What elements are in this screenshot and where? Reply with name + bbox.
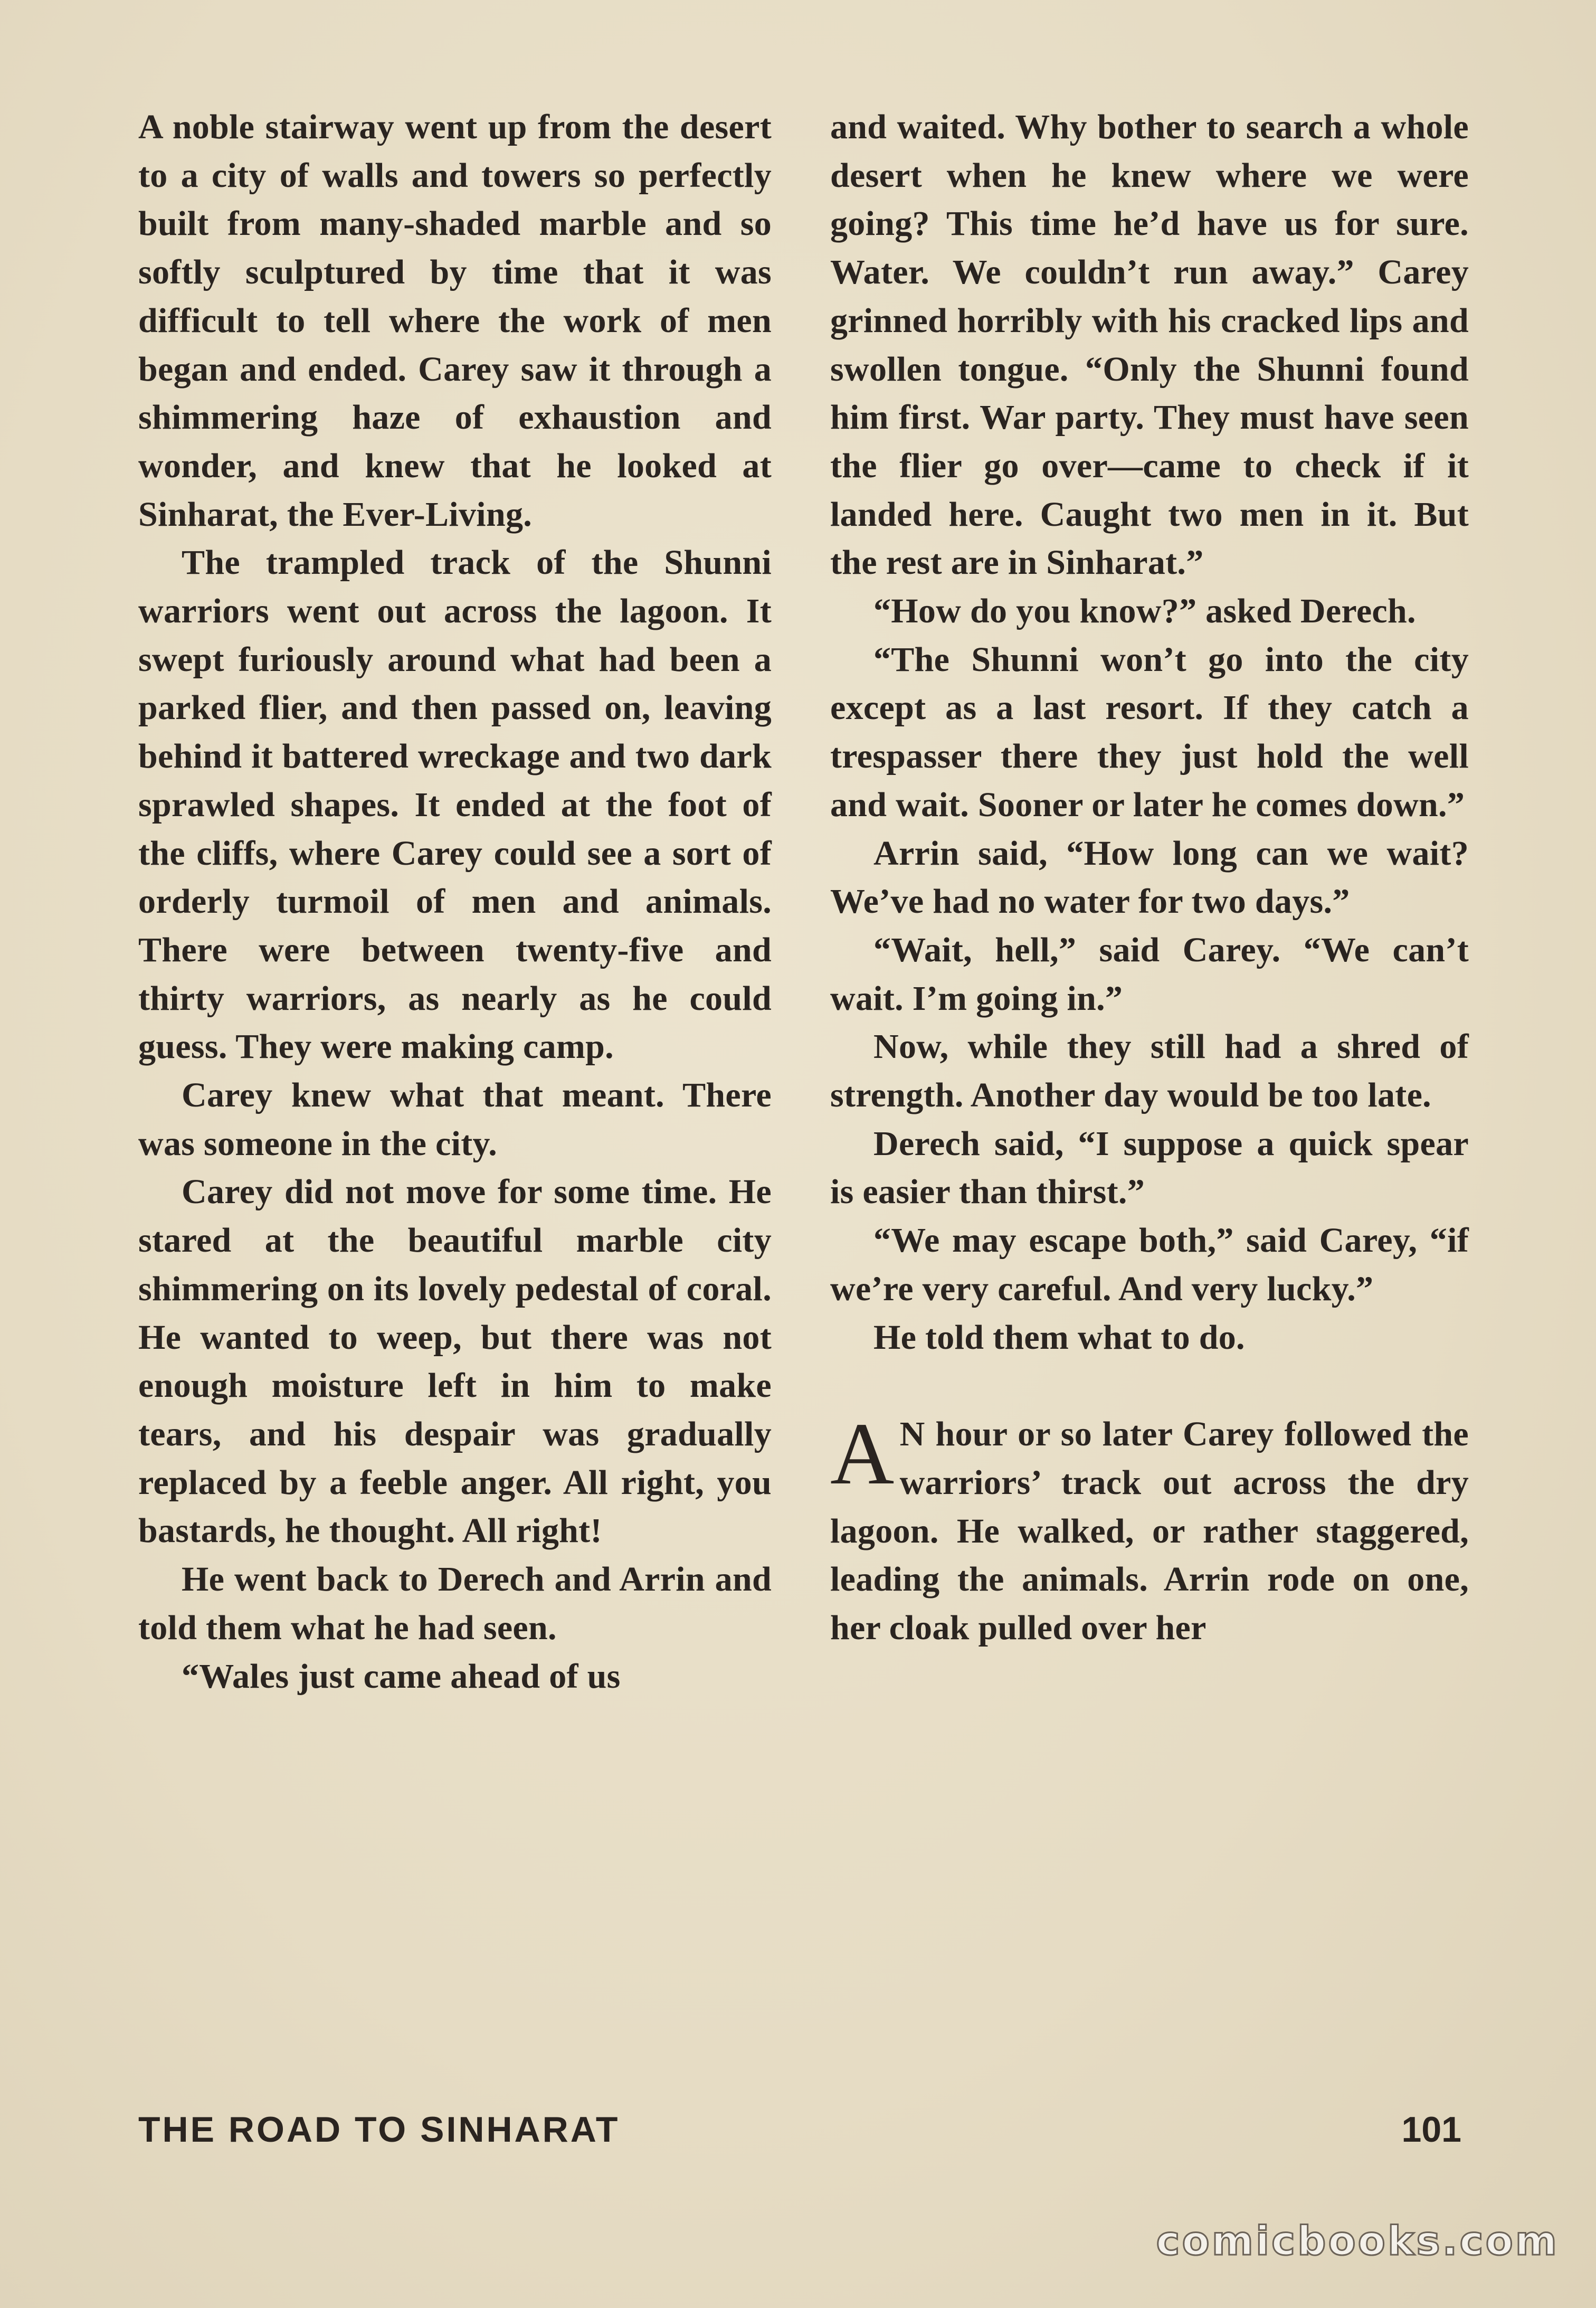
- paragraph: He went back to Derech and Arrin and told them what he had seen.: [138, 1560, 772, 1647]
- drop-cap: A: [830, 1405, 895, 1503]
- site-watermark: comicbooks.com: [1156, 2217, 1559, 2264]
- paragraph: Carey knew what that meant. There was someone in the city.: [138, 1076, 772, 1163]
- section-opening-text: hour or so later Carey followed the warriors’ track out across the dry lagoon. He walked, or rather staggered, leading the animals. Arrin rode on one, her cloak pulled over her: [830, 1415, 1469, 1648]
- section-opening-paragraph: [830, 1405, 1469, 1652]
- paragraph: “We may escape both,” said Carey, “if we’re very careful. And very lucky.”: [830, 1221, 1469, 1308]
- paragraph: A noble stairway went up from the desert to a city of walls and towers so perfectly built from many-shaded marble and so softly sculptured by time that it was difficult to tell where the work of men began and ended. Carey saw it through a shimmering haze of exhaustion and wonder, and knew that he looked at Sinharat, the Ever-Living.: [138, 108, 772, 534]
- paragraph: “Wales just came ahead of us: [182, 1657, 621, 1696]
- paragraph: “Wait, hell,” said Carey. “We can’t wait. I’m going in.”: [830, 930, 1469, 1018]
- page-number: 101: [1401, 2110, 1461, 2150]
- paragraph: He told them what to do.: [873, 1318, 1245, 1357]
- paragraph: and waited. Why bother to search a whole desert when he knew where we were going? This time he’d have us for sure. Water. We couldn’t run away.” Carey grinned horribly with his cracked lips and swollen tongue. “Only the Shunni found him first. War party. They must have seen the flier go over—came to check if it landed here. Caught two men in it. But the rest are in Sinharat.”: [830, 108, 1469, 582]
- paragraph: Arrin said, “How long can we wait? We’ve had no water for two days.”: [830, 834, 1469, 921]
- paragraph: Derech said, “I suppose a quick spear is easier than thirst.”: [830, 1124, 1469, 1212]
- section-break: [830, 1361, 1469, 1410]
- paragraph: The trampled track of the Shunni warriors went out across the lagoon. It swept furiously around what had been a parked flier, and then passed on, leaving behind it battered wreckage and two dark sprawled shapes. It ended at the foot of the cliffs, where Carey could see a sort of orderly turmoil of men and animals. There were between twenty-five and thirty warriors, as nearly as he could guess. They were making camp.: [138, 543, 772, 1066]
- paragraph: “The Shunni won’t go into the city except as a last resort. If they catch a trespasser there they just hold the well and wait. Sooner or later he comes down.”: [830, 640, 1469, 824]
- left-text-column: [138, 103, 772, 1700]
- paragraph: Carey did not move for some time. He stared at the beautiful marble city shimmering on its lovely pedestal of coral. He wanted to weep, but there was not enough moisture left in him to make tears, and his despair was gradually replaced by a feeble anger. All right, you bastards, he thought. All right!: [138, 1172, 772, 1550]
- paragraph: “How do you know?” asked Derech.: [873, 592, 1416, 631]
- running-footer-title: THE ROAD TO SINHARAT: [138, 2110, 620, 2150]
- right-text-column: [830, 103, 1469, 1652]
- drop-cap-word-rest: N: [899, 1415, 925, 1454]
- paragraph: Now, while they still had a shred of strength. Another day would be too late.: [830, 1027, 1469, 1115]
